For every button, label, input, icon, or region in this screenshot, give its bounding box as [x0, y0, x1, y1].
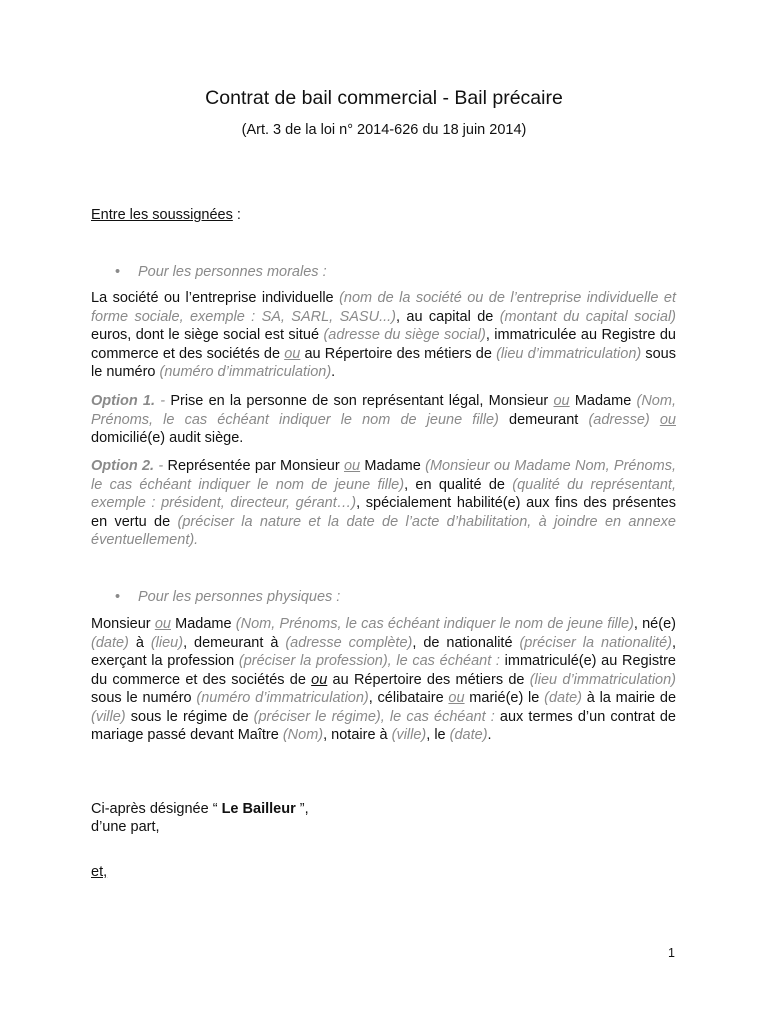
- text-run: demeurant: [498, 411, 589, 428]
- paragraph-option-2: [91, 457, 676, 550]
- text-run: au Répertoire des métiers de: [300, 345, 497, 362]
- text-run: La société ou l’entreprise individuelle: [91, 290, 340, 306]
- placeholder: (lieu d’immatriculation): [529, 671, 676, 688]
- text-run: à: [128, 634, 151, 651]
- text-run: Représentée par Monsieur: [167, 458, 344, 474]
- text-run: euros, dont le siège social est situé: [91, 327, 324, 343]
- text-run: , en qualité de: [404, 476, 513, 493]
- placeholder: (date): [449, 727, 488, 743]
- text-run: , immatriculée au Registre du commerce et des sociétés de: [91, 327, 676, 362]
- placeholder: (nom de la société ou de l’entreprise individuelle et forme sociale, exemple : SA, SARL, SASU...): [91, 290, 676, 325]
- option-dash: -: [155, 393, 171, 409]
- placeholder: (montant du capital social): [499, 308, 676, 325]
- ou-marker: ou: [659, 411, 676, 428]
- placeholder: (adresse): [588, 411, 650, 428]
- text-run: Prise en la personne de son représentant légal, Monsieur: [170, 393, 554, 409]
- text-run: sous le numéro: [91, 345, 676, 380]
- placeholder: (numéro d’immatriculation): [196, 690, 369, 706]
- placeholder: (Nom): [282, 727, 324, 743]
- placeholder: (ville): [91, 708, 126, 725]
- ou-marker: ou: [448, 690, 465, 706]
- paragraph-option-1: [91, 392, 676, 448]
- text-run: sous le régime de: [125, 708, 254, 725]
- bullet-icon: •: [115, 589, 121, 605]
- placeholder: (préciser le régime), le cas échéant :: [253, 708, 495, 725]
- bailleur-label: Le Bailleur: [221, 801, 296, 817]
- placeholder: (préciser la nationalité): [519, 634, 672, 651]
- ou-marker: ou: [343, 458, 361, 474]
- text-run: , célibataire: [368, 690, 449, 706]
- text-run: marié(e) le: [464, 690, 545, 706]
- text-run: Madame: [170, 616, 236, 632]
- text-run: à la mairie de: [582, 690, 677, 706]
- text-run: , le: [426, 727, 450, 743]
- placeholder: (date): [544, 690, 582, 706]
- text-run: sous le numéro: [91, 690, 197, 706]
- placeholder: (Nom, Prénoms, le cas échéant indiquer le nom de jeune fille): [235, 616, 634, 632]
- ou-marker: ou: [553, 393, 570, 409]
- text-run: aux termes d’un contrat de mariage passé devant Maître: [91, 708, 676, 743]
- placeholder: (qualité du représentant, exemple : président, directeur, gérant…): [91, 476, 676, 511]
- option-label: Option 1.: [91, 393, 156, 409]
- text-run: ”,: [295, 801, 309, 817]
- bullet-label: Pour les personnes physiques :: [138, 589, 341, 605]
- document-title: Contrat de bail commercial - Bail précaire: [205, 87, 563, 109]
- text-run: , exerçant la profession: [91, 634, 676, 669]
- bullet-label: Pour les personnes morales :: [138, 264, 327, 280]
- ou-marker: ou: [284, 345, 301, 362]
- text-run: , spécialement habilité(e) aux fins des présentes en vertu de: [91, 495, 676, 530]
- bailleur-designation: [91, 800, 309, 836]
- parties-heading-text: Entre les soussignées: [91, 207, 233, 223]
- text-run: , demeurant à: [183, 634, 286, 651]
- placeholder: (adresse complète): [285, 634, 413, 651]
- text-run: , de nationalité: [412, 634, 520, 651]
- text-run: , notaire à: [323, 727, 392, 743]
- text-run: Monsieur: [91, 616, 155, 632]
- bullet-icon: •: [115, 264, 121, 280]
- placeholder: (numéro d’immatriculation): [159, 364, 332, 380]
- placeholder: (ville): [391, 727, 427, 743]
- parties-heading: [91, 205, 241, 225]
- option-label: Option 2.: [91, 458, 155, 474]
- option-dash: -: [154, 458, 168, 474]
- bullet-personnes-physiques: [115, 587, 340, 607]
- text-run: Madame: [360, 458, 426, 474]
- et-separator: et,: [91, 864, 108, 880]
- placeholder: (date): [91, 634, 129, 651]
- text-run: immatriculé(e) au Registre du commerce et des sociétés de: [91, 653, 676, 688]
- placeholder: (Monsieur ou Madame Nom, Prénoms, le cas échéant indiquer le nom de jeune fille): [91, 458, 676, 493]
- text-run: au Répertoire des métiers de: [327, 671, 530, 688]
- placeholder: (préciser la nature et la date de l’acte d’habilitation, à joindre en annexe éventuellement).: [91, 513, 676, 548]
- placeholder: (lieu d’immatriculation): [496, 345, 642, 362]
- text-run: d’une part,: [91, 819, 160, 835]
- text-run: [650, 412, 660, 428]
- bullet-personnes-morales: [115, 262, 327, 282]
- paragraph-societe: [91, 289, 676, 382]
- placeholder: (lieu): [150, 634, 184, 651]
- page-number: 1: [668, 946, 675, 960]
- text-run: , né(e): [633, 616, 676, 632]
- text-run: .: [331, 364, 336, 380]
- text-run: Madame: [569, 393, 637, 409]
- placeholder: (Nom, Prénoms, le cas échéant indiquer le nom de jeune fille): [91, 393, 676, 428]
- placeholder: (préciser la profession), le cas échéant :: [238, 653, 500, 669]
- placeholder: (adresse du siège social): [323, 327, 486, 343]
- text-run: .: [487, 727, 492, 743]
- text-run: domicilié(e) audit siège.: [91, 430, 244, 446]
- ou-marker: ou: [311, 671, 328, 688]
- ou-marker: ou: [154, 616, 171, 632]
- parties-heading-colon: :: [232, 207, 241, 223]
- paragraph-personne-physique: [91, 615, 676, 745]
- text-run: , au capital de: [396, 308, 500, 325]
- text-run: Ci-après désignée “: [91, 801, 222, 817]
- document-subtitle: (Art. 3 de la loi n° 2014-626 du 18 juin 2014): [241, 122, 527, 138]
